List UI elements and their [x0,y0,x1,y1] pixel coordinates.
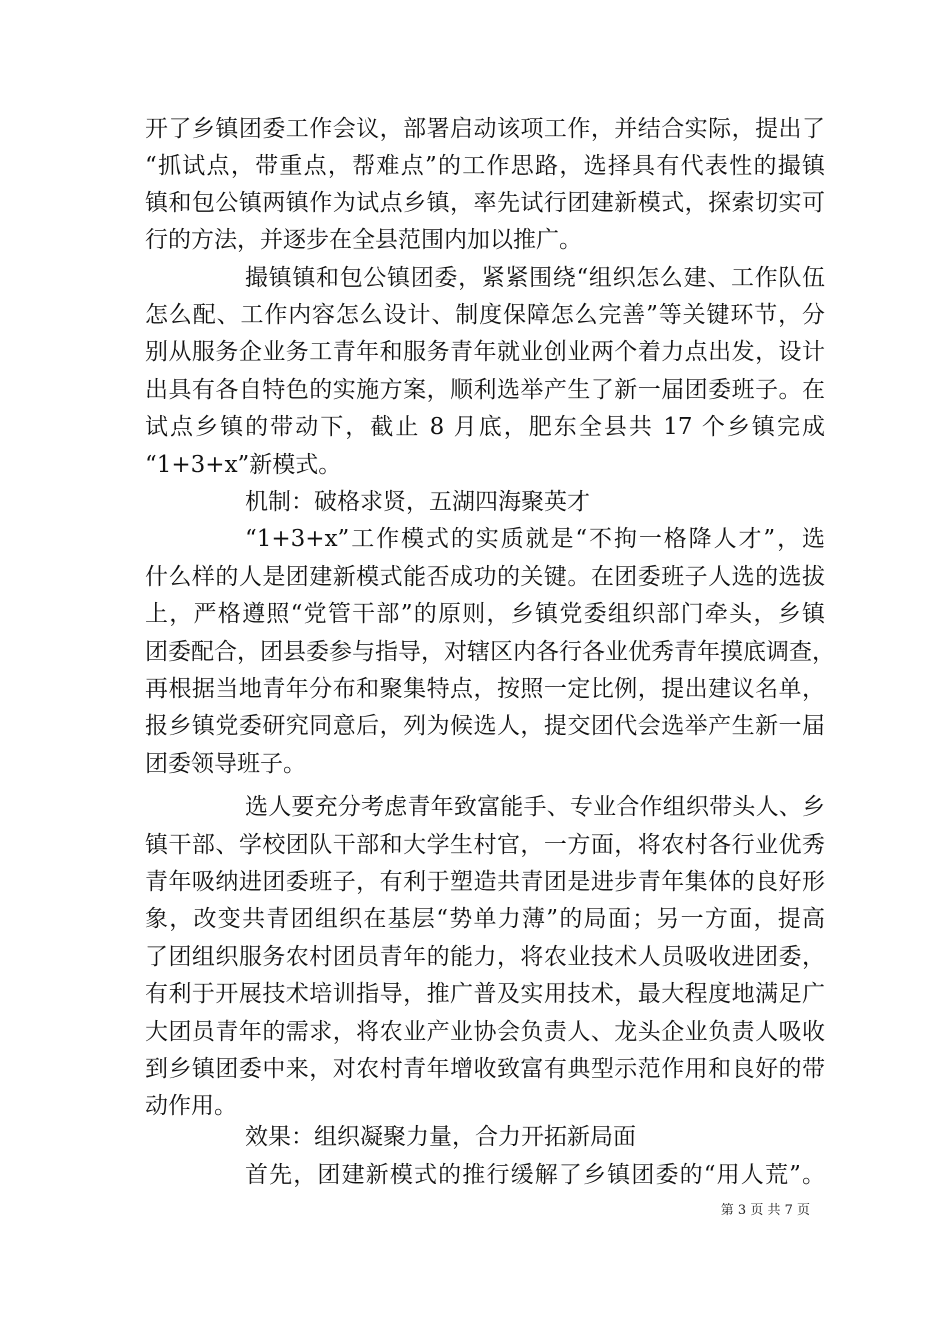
text-line: 选人要充分考虑青年致富能手、专业合作组织带头人、乡 [245,794,825,820]
text-line: 有利于开展技术培训指导，推广普及实用技术，最大程度地满足广 [145,981,825,1007]
section-heading: 机制：破格求贤，五湖四海聚英才 [245,489,590,515]
text-line: 上，严格遵照“党管干部”的原则，乡镇党委组织部门牵头，乡镇 [145,601,825,627]
text-line: 再根据当地青年分布和聚集特点，按照一定比例，提出建议名单， [145,676,825,702]
section-heading: 效果：组织凝聚力量，合力开拓新局面 [245,1124,636,1150]
text-line: 试点乡镇的带动下，截止 8 月底，肥东全县共 17 个乡镇完成 [145,414,825,440]
text-line: “1+3+x”新模式。 [145,452,342,478]
text-line: 团委领导班子。 [145,751,306,777]
text-line: 象，改变共青团组织在基层“势单力薄”的局面；另一方面，提高 [145,906,825,932]
text-line: 怎么配、工作内容怎么设计、制度保障怎么完善”等关键环节，分 [145,302,825,328]
text-line: 了团组织服务农村团员青年的能力，将农业技术人员吸收进团委， [145,944,825,970]
text-line: 镇干部、学校团队干部和大学生村官，一方面，将农村各行业优秀 [145,832,825,858]
text-line: 团委配合，团县委参与指导，对辖区内各行各业优秀青年摸底调查， [145,639,835,665]
text-line: 撮镇镇和包公镇团委，紧紧围绕“组织怎么建、工作队伍 [245,265,825,291]
text-line: 到乡镇团委中来，对农村青年增收致富有典型示范作用和良好的带 [145,1056,825,1082]
text-line: 首先，团建新模式的推行缓解了乡镇团委的“用人荒”。 [245,1162,825,1188]
text-line: 出具有各自特色的实施方案，顺利选举产生了新一届团委班子。在 [145,377,825,403]
text-line: “1+3+x”工作模式的实质就是“不拘一格降人才”，选 [245,526,825,552]
text-line: 大团员青年的需求，将农业产业协会负责人、龙头企业负责人吸收 [145,1019,825,1045]
text-line: 镇和包公镇两镇作为试点乡镇，率先试行团建新模式，探索切实可 [145,190,825,216]
text-line: “抓试点，带重点，帮难点”的工作思路，选择具有代表性的撮镇 [145,153,825,179]
text-line: 别从服务企业务工青年和服务青年就业创业两个着力点出发，设计 [145,339,825,365]
text-line: 什么样的人是团建新模式能否成功的关键。在团委班子人选的选拔 [145,564,825,590]
text-line: 青年吸纳进团委班子，有利于塑造共青团是进步青年集体的良好形 [145,869,825,895]
text-line: 开了乡镇团委工作会议，部署启动该项工作，并结合实际，提出了 [145,116,825,142]
text-line: 行的方法，并逐步在全县范围内加以推广。 [145,227,582,253]
page-number-footer: 第 3 页 共 7 页 [720,1203,810,1218]
text-line: 动作用。 [145,1093,237,1119]
text-line: 报乡镇党委研究同意后，列为候选人，提交团代会选举产生新一届 [145,713,825,739]
